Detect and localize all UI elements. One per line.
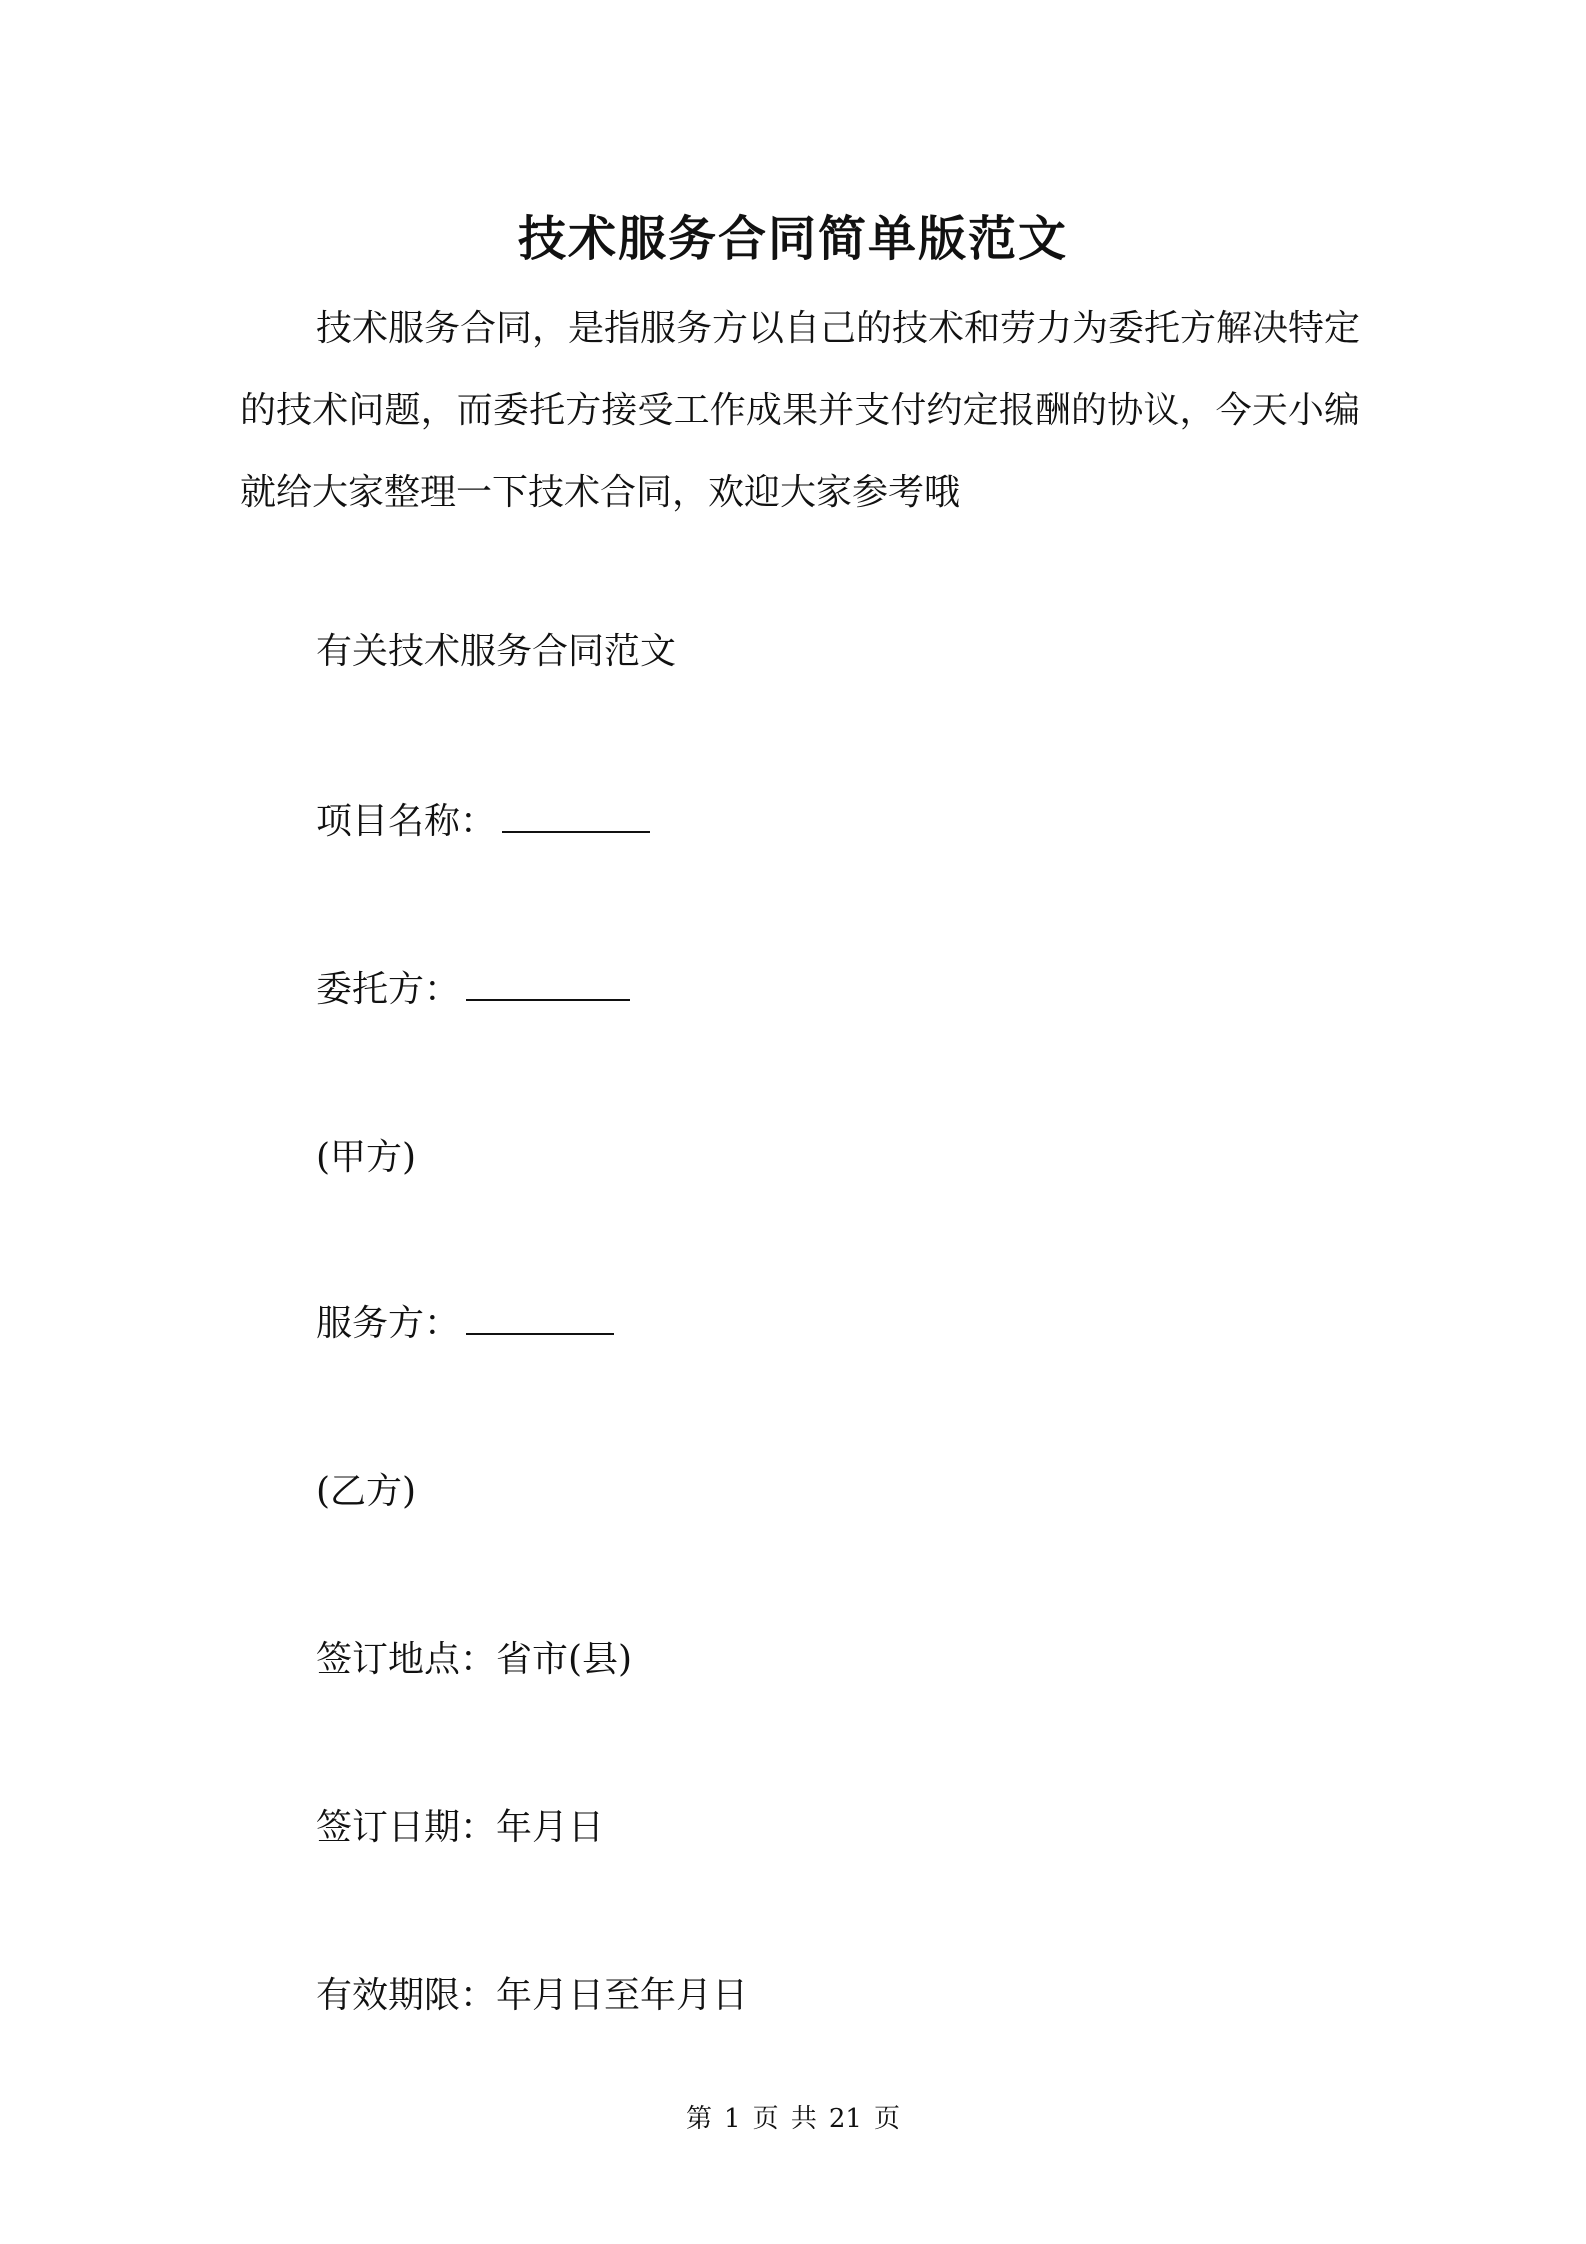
project-name-blank	[502, 801, 650, 833]
client-label: 委托方：	[316, 969, 461, 1010]
provider-label: 服务方：	[316, 1303, 461, 1344]
footer-page-number: 1	[724, 2104, 741, 2134]
client-note: (甲方)	[316, 1137, 417, 1178]
signing-place: 签订地点：省市(县)	[316, 1639, 633, 1680]
provider-field	[316, 1300, 614, 1348]
document-title: 技术服务合同简单版范文	[517, 211, 1068, 267]
footer-prefix: 第	[686, 2104, 713, 2134]
client-blank	[466, 969, 630, 1001]
footer-middle: 页 共	[752, 2104, 817, 2134]
provider-note: (乙方)	[316, 1471, 417, 1512]
validity-period: 有效期限：年月日至年月日	[316, 1975, 749, 2016]
subtitle: 有关技术服务合同范文	[316, 631, 677, 672]
signing-date: 签订日期：年月日	[316, 1807, 605, 1848]
page-footer	[0, 2098, 1586, 2135]
footer-total-pages: 21	[828, 2104, 862, 2134]
footer-suffix: 页	[873, 2104, 900, 2134]
project-name-label: 项目名称：	[316, 801, 497, 842]
provider-blank	[466, 1303, 614, 1335]
project-name-field	[316, 798, 650, 846]
intro-paragraph: 技术服务合同，是指服务方以自己的技术和劳力为委托方解决特定的技术问题，而委托方接受工作成果并支付约定报酬的协议，今天小编就给大家整理一下技术合同，欢迎大家参考哦	[240, 308, 1361, 513]
client-field	[316, 966, 630, 1014]
